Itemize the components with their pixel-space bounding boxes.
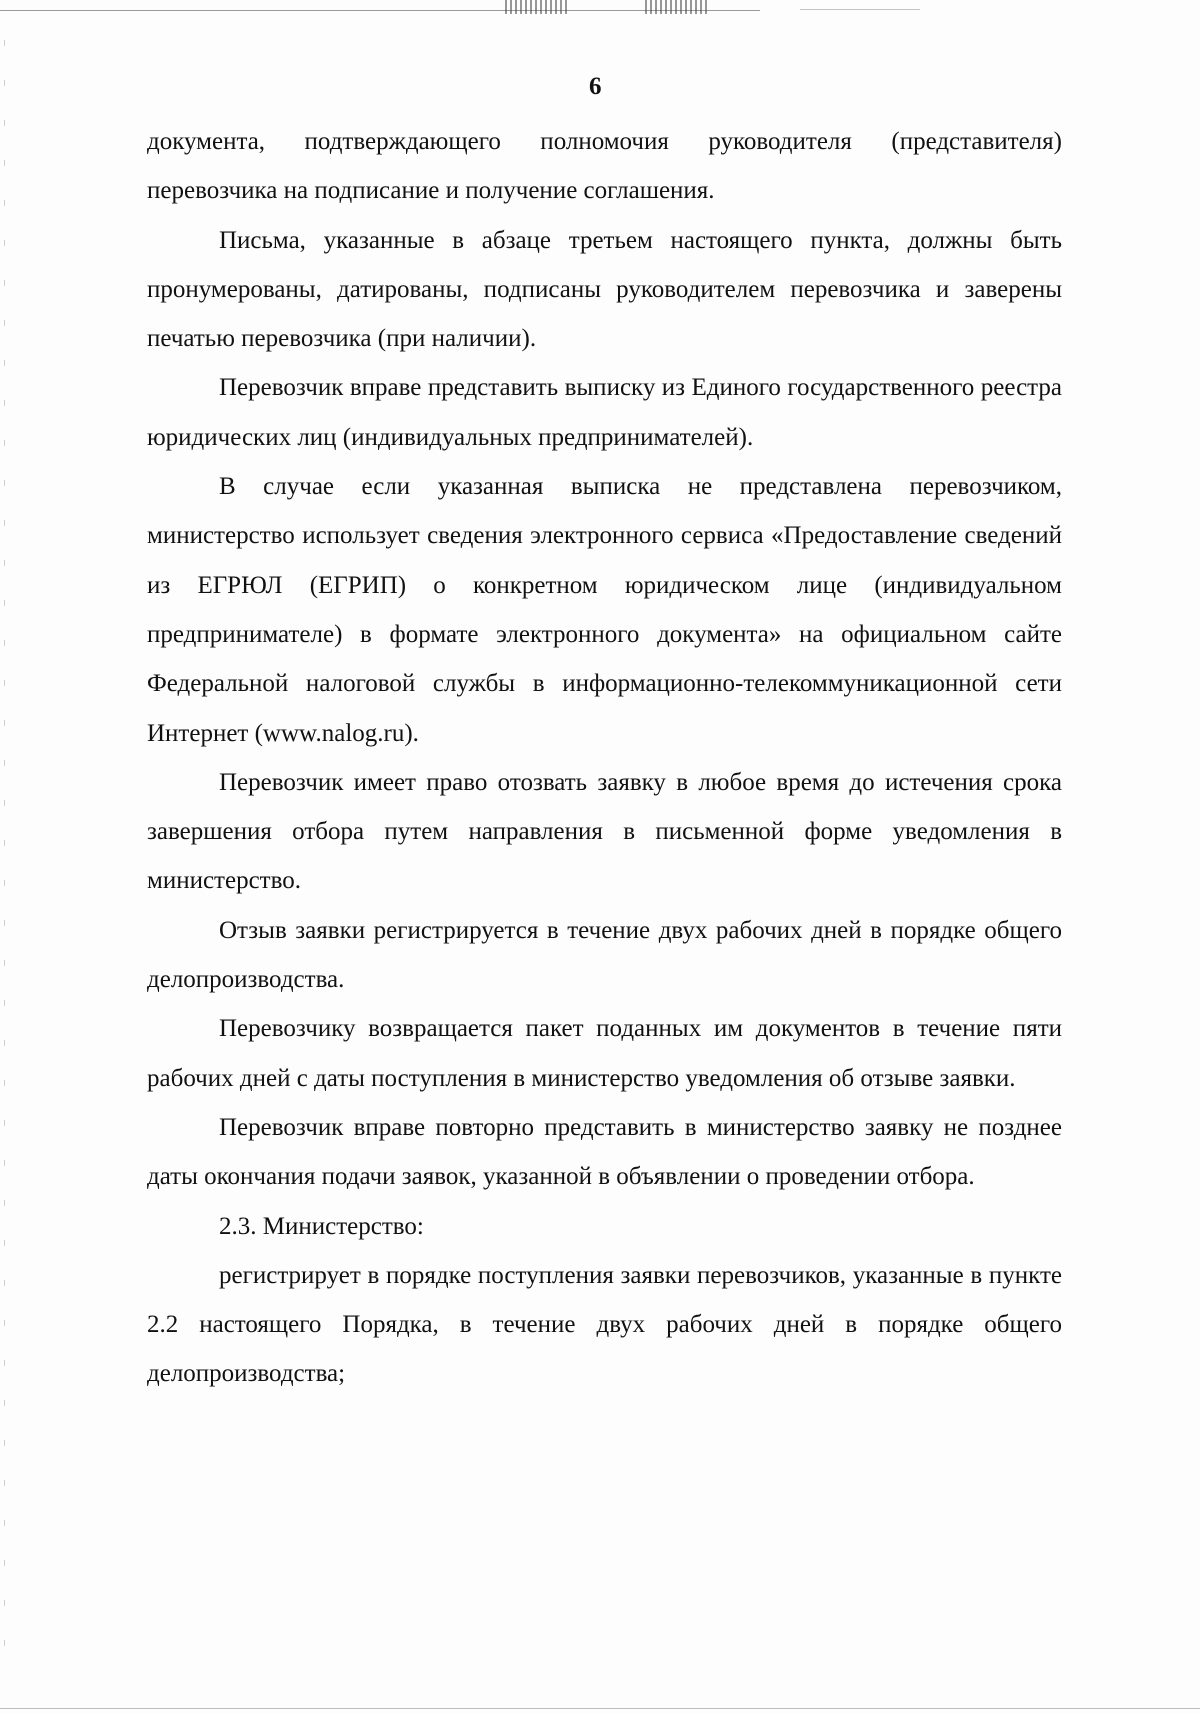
scan-artifact-top-line [800, 9, 920, 10]
scan-artifact-bottom-line [0, 1708, 1200, 1709]
paragraph: документа, подтверждающего полномочия руководителя (представителя) перевозчика на подписание и получение соглашения. [147, 128, 1062, 205]
paragraph: В случае если указанная выписка не представлена перевозчиком, министерство использует сведения электронного сервиса «Предоставление сведений из ЕГРЮЛ (ЕГРИП) о конкретном юридическом лице (индивидуальном предпринимателе) в формате электронного документа» на официальном сайте Федеральной налоговой службы в информационно-телекоммуникационной сети Интернет (www.nalog.ru). [147, 473, 1062, 747]
paragraph: Перевозчик вправе повторно представить в министерство заявку не позднее даты окончания подачи заявок, указанной в объявлении о проведении отбора. [147, 1113, 1062, 1191]
paragraph: Перевозчик вправе представить выписку из Единого государственного реестра юридических лиц (индивидуальных предпринимателей). [147, 374, 1062, 451]
section-heading: 2.3. Министерство: [219, 1212, 424, 1240]
scan-artifact-blot [645, 0, 707, 14]
paragraph: Отзыв заявки регистрируется в течение двух рабочих дней в порядке общего делопроизводства. [147, 916, 1062, 994]
paragraph: Перевозчик имеет право отозвать заявку в любое время до истечения срока завершения отбора путем направления в письменной форме уведомления в министерство. [147, 768, 1062, 895]
paragraph: Перевозчику возвращается пакет поданных им документов в течение пяти рабочих дней с даты поступления в министерство уведомления об отзыве заявки. [147, 1015, 1062, 1092]
page-number: 6 [589, 73, 602, 100]
document-body [147, 117, 1062, 1399]
paragraph: Письма, указанные в абзаце третьем настоящего пункта, должны быть пронумерованы, датированы, подписаны руководителем перевозчика и заверены печатью перевозчика (при наличии). [147, 226, 1062, 353]
scan-artifact-left-edge [4, 40, 5, 1680]
paragraph: регистрирует в порядке поступления заявки перевозчиков, указанные в пункте 2.2 настоящего Порядка, в течение двух рабочих дней в порядке общего делопроизводства; [147, 1261, 1062, 1388]
scan-artifact-blot [505, 0, 567, 14]
